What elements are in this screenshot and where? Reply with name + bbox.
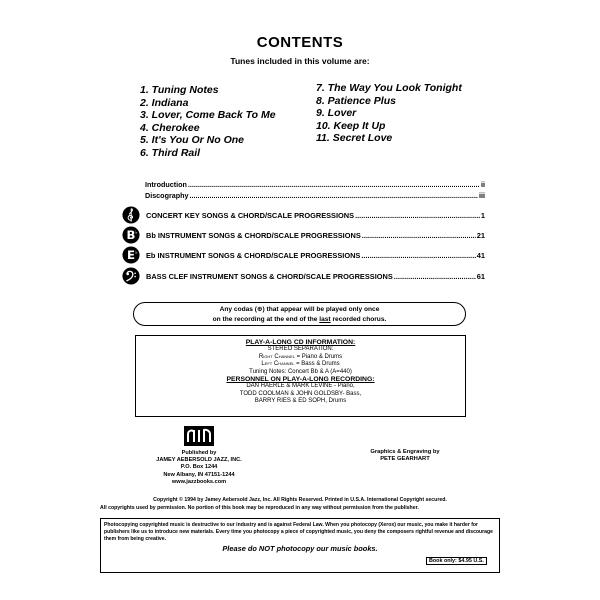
tune-list-right: [316, 82, 462, 145]
e-flat-icon: [122, 246, 140, 264]
coda-note: [133, 302, 466, 326]
cd-info-box: [135, 335, 466, 417]
treble-clef-icon: [122, 206, 140, 224]
publisher-website: www.jazzbooks.com: [171, 478, 227, 485]
personnel-line: TODD COOLMAN & JOHN GOLDSBY- Bass,: [239, 390, 362, 397]
bass-clef-icon: [122, 267, 140, 285]
copyright-line: Copyright © 1994 by Jamey Aebersold Jazz, Inc. All Rights Reserved. Printed in U.S.A. International Copyright secured.: [153, 497, 447, 503]
section-leader-dots: [355, 211, 480, 220]
tune-item: 2. Indiana: [140, 96, 189, 109]
page-title: CONTENTS: [256, 34, 344, 51]
b-flat-icon: [122, 226, 140, 244]
tune-item: 11. Secret Love: [316, 132, 393, 145]
toc-label: Introduction: [145, 180, 187, 189]
left-channel: Left Channel = Bass & Drums: [261, 361, 340, 368]
tune-item: 5. It's You Or No One: [140, 134, 245, 147]
coda-note-line1: Any codas (⊕) that appear will be played only once: [219, 306, 380, 313]
right-channel: Right Channel = Piano & Drums: [258, 353, 343, 360]
publisher-city: New Albany, IN 47151-1244: [163, 471, 235, 478]
svg-text:♭: ♭: [135, 250, 138, 257]
publisher-name: JAMEY AEBERSOLD JAZZ, INC.: [156, 457, 242, 464]
toc-label: Discography: [145, 191, 189, 200]
tune-item: 7. The Way You Look Tonight: [316, 82, 462, 94]
publisher-box: P.O. Box 1244: [180, 464, 218, 471]
cd-info-heading: PLAY-A-LONG CD INFORMATION:: [245, 339, 356, 346]
copyright-line: All copyrights used by permission. No portion of this book may be reproduced in any way without permission from the publisher.: [100, 504, 419, 511]
section-label: BASS CLEF INSTRUMENT SONGS & CHORD/SCALE PROGRESSIONS: [146, 271, 393, 281]
toc-leader-dots: [190, 191, 478, 200]
section-label: CONCERT KEY SONGS & CHORD/SCALE PROGRESSIONS: [146, 210, 355, 220]
tune-item: 8. Patience Plus: [316, 94, 396, 107]
personnel-line: BARRY RIES & ED SOPH, Drums: [254, 398, 347, 405]
tuning-notes: Tuning Notes: Concert Bb & A (A=440): [249, 368, 352, 375]
toc-page: iii: [479, 191, 485, 200]
section-row-b-flat: [122, 226, 485, 244]
svg-text:♭: ♭: [135, 230, 138, 237]
toc-leader-dots: [188, 180, 480, 189]
toc-page: ii: [481, 180, 485, 189]
publisher-block: [130, 450, 268, 486]
section-label: Bb INSTRUMENT SONGS & CHORD/SCALE PROGRESSIONS: [146, 230, 361, 240]
personnel-heading: PERSONNEL ON PLAY-A-LONG RECORDING:: [226, 376, 375, 384]
section-leader-dots: [361, 251, 475, 260]
stereo-separation: STEREO SEPARATION:: [267, 346, 334, 353]
section-leader-dots: [362, 231, 476, 240]
copyright-notice: [100, 497, 500, 512]
personnel-line: DAN HAERLE & MARK LEVINE - Piano,: [246, 383, 355, 390]
publisher-logo: [184, 426, 214, 446]
section-row-e-flat: [122, 246, 485, 264]
section-page: 21: [476, 230, 485, 240]
tune-item: 6. Third Rail: [140, 146, 201, 159]
page-subtitle: Tunes included in this volume are:: [230, 56, 370, 66]
tune-item: 10. Keep It Up: [316, 119, 386, 132]
section-page: 41: [476, 250, 485, 260]
svg-text:B: B: [126, 228, 136, 243]
price-label: Book only: $4.95 U.S.: [426, 557, 487, 565]
section-page: 1: [480, 210, 485, 220]
section-leader-dots: [394, 272, 476, 281]
section-label: Eb INSTRUMENT SONGS & CHORD/SCALE PROGRESSIONS: [146, 250, 361, 260]
toc-row-discography: [145, 191, 485, 200]
tune-list-left: [140, 84, 276, 160]
published-by: Published by: [181, 450, 217, 456]
svg-text:E: E: [127, 248, 135, 263]
section-row-concert: [122, 206, 485, 224]
toc-row-introduction: [145, 180, 485, 189]
section-page: 61: [476, 271, 485, 281]
section-row-bass-clef: [122, 267, 485, 285]
photocopy-plea: Please do NOT photocopy our music books.: [222, 544, 378, 554]
tune-item: 1. Tuning Notes: [140, 84, 219, 96]
tune-item: 9. Lover: [316, 107, 357, 120]
tune-item: 3. Lover, Come Back To Me: [140, 109, 276, 122]
photocopy-notice-text: Photocopying copyrighted music is destructive to our industry and is against Federal Law. When you photocopy (Xerox) our music, you make it harder for publishers like us to introduce new materials. Every time you photocopy a piece of copyrighted music, you deny the composers rightful revenue and discourage them from being creative.: [104, 522, 493, 542]
graphics-credit: Graphics & Engraving by PETE GEARHART: [370, 449, 440, 463]
tune-item: 4. Cherokee: [140, 121, 200, 134]
coda-note-line2: on the recording at the end of the last recorded chorus.: [212, 316, 387, 323]
